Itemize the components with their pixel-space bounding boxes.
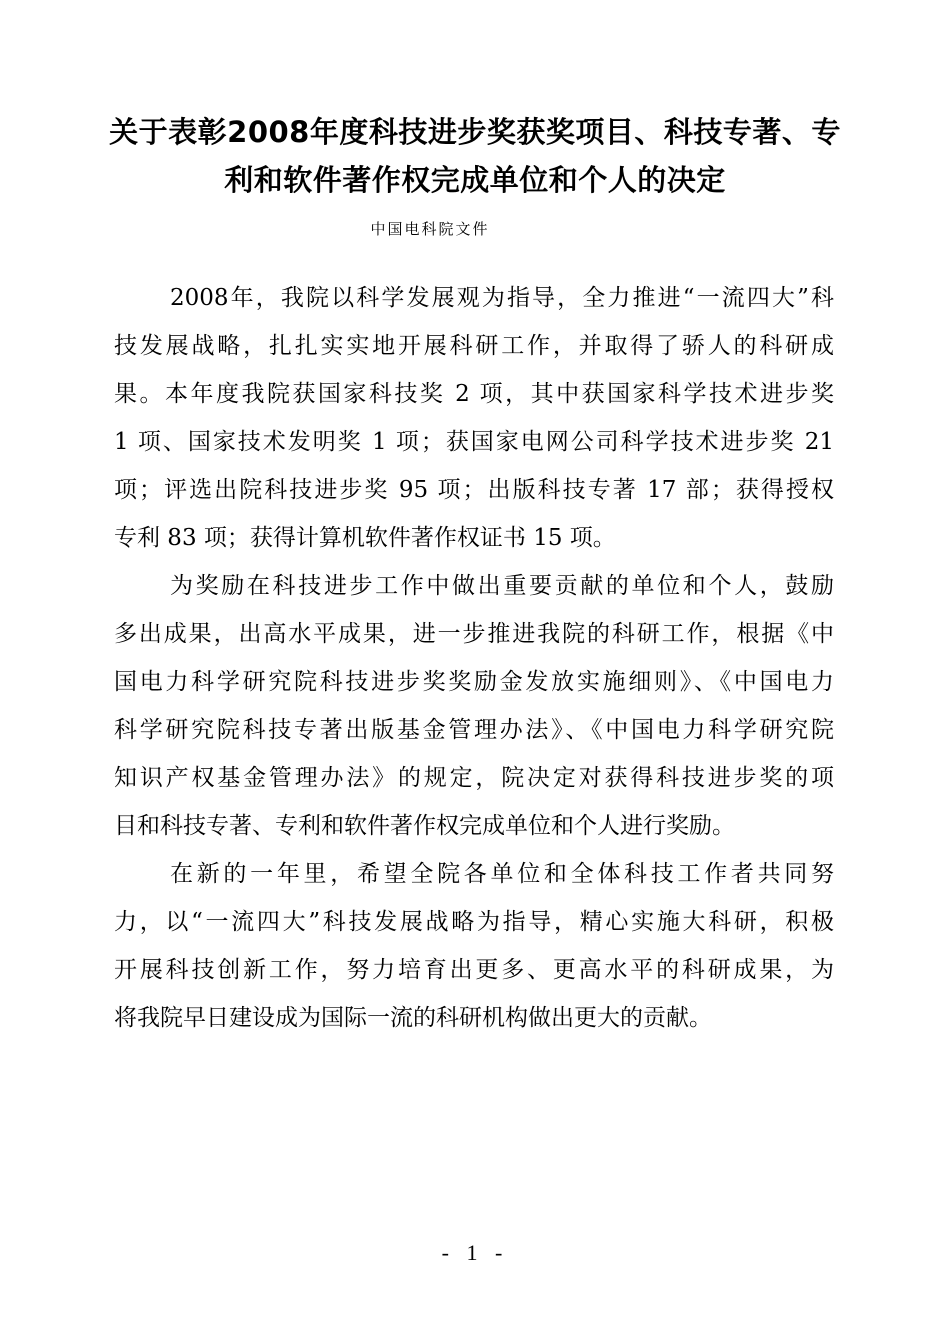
paragraph-1-line-3: 果。本年度我院获国家科技奖 2 项，其中获国家科学技术进步奖 (114, 381, 834, 407)
paragraph-3-line-1: 在新的一年里，希望全院各单位和全体科技工作者共同努 (170, 861, 834, 887)
paragraph-2-line-6: 目和科技专著、专利和软件著作权完成单位和个人进行奖励。 (114, 813, 735, 839)
document-body (114, 274, 834, 1042)
paragraph-1-line-5: 项；评选出院科技进步奖 95 项；出版科技专著 17 部；获得授权 (114, 477, 834, 503)
paragraph-2-line-1: 为奖励在科技进步工作中做出重要贡献的单位和个人，鼓励 (170, 573, 834, 599)
page-number: - 1 - (441, 1240, 509, 1265)
paragraph-3-line-2: 力，以“一流四大”科技发展战略为指导，精心实施大科研，积极 (114, 909, 834, 935)
document-title (60, 108, 890, 204)
paragraph-2-line-2: 多出成果，出高水平成果，进一步推进我院的科研工作，根据《中 (114, 621, 834, 647)
paragraph-1-line-6: 专利 83 项；获得计算机软件著作权证书 15 项。 (114, 525, 616, 551)
title-line-2: 利和软件著作权完成单位和个人的决定 (224, 163, 726, 197)
paragraph-1-line-1: 2008年，我院以科学发展观为指导，全力推进“一流四大”科 (170, 285, 834, 311)
paragraph-3-line-4: 将我院早日建设成为国际一流的科研机构做出更大的贡献。 (114, 1005, 712, 1031)
paragraph-1-line-4: 1 项、国家技术发明奖 1 项；获国家电网公司科学技术进步奖 21 (114, 429, 834, 455)
issuer-line: 中国电科院文件 (370, 222, 490, 238)
paragraph-3-line-3: 开展科技创新工作，努力培育出更多、更高水平的科研成果，为 (114, 957, 834, 983)
title-line-1: 关于表彰2008年度科技进步奖获奖项目、科技专著、专 (109, 115, 841, 149)
paragraph-2-line-4: 科学研究院科技专著出版基金管理办法》、《中国电力科学研究院 (114, 717, 834, 743)
paragraph-1-line-2: 技发展战略，扎扎实实地开展科研工作，并取得了骄人的科研成 (114, 333, 834, 359)
paragraph-2-line-5: 知识产权基金管理办法》的规定，院决定对获得科技进步奖的项 (114, 765, 834, 791)
paragraph-2-line-3: 国电力科学研究院科技进步奖奖励金发放实施细则》、《中国电力 (114, 669, 834, 695)
